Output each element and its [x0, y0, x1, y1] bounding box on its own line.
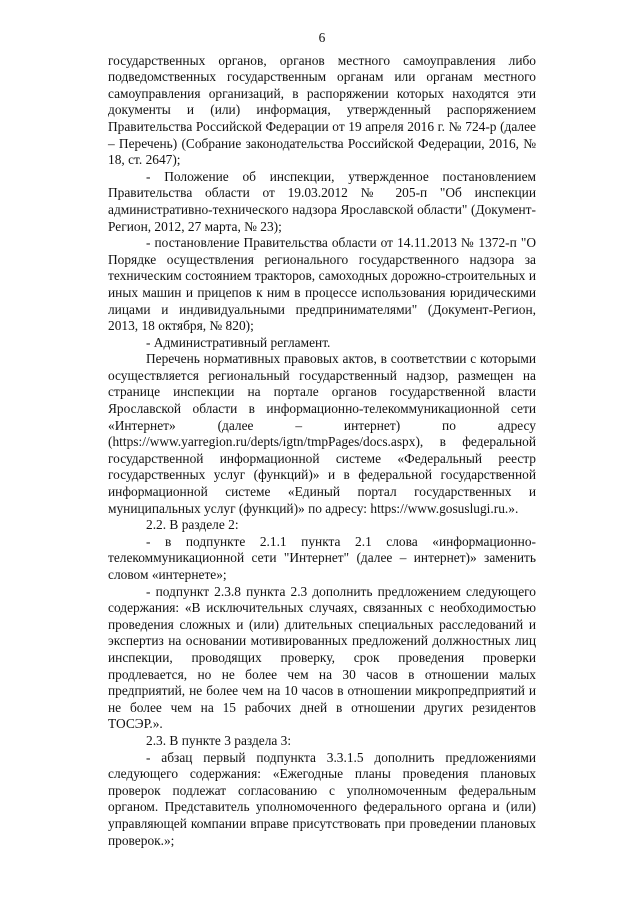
- paragraph-7: - в подпункте 2.1.1 пункта 2.1 слова «информационно-телекоммуникационной сети "Интернет" (далее – интернет)» заменить словом «интернете»;: [108, 533, 536, 582]
- paragraph-10: - абзац первый подпункта 3.3.1.5 дополнить предложениями следующего содержания: «Ежегодные планы проведения плановых проверок подлежат согласованию с уполномоченным федеральным органом. Представитель уполномоченного федерального органа и (или) управляющей компании вправе присутствовать при проведении плановых проверок.»;: [108, 749, 536, 848]
- paragraph-4: - Административный регламент.: [146, 334, 331, 350]
- paragraph-5: Перечень нормативных правовых актов, в соответствии с которыми осуществляется региональный государственный надзор, размещен на странице инспекции на портале органов государственной власти Ярославской области в информационно-телекоммуникационной сети «Интернет» (далее – интернет) по адресу (https://www.yarregion.ru/depts/igtn/tmpPages/docs.aspx), в федеральной государственной информационной системе «Федеральный реестр государственных услуг (функций)» и в федеральной государственной информационной системе «Единый портал государственных и муниципальных услуг (функций)» по адресу: https://www.gosuslugi.ru.».: [108, 351, 536, 516]
- paragraph-3: - постановление Правительства области от 14.11.2013 № 1372-п "О Порядке осуществления регионального государственного надзора за техническим состоянием тракторов, самоходных дорожно-строительных и иных машин и прицепов к ним в процессе использования юридическими лицами и индивидуальными предпринимателями" (Документ-Регион, 2013, 18 октября, № 820);: [108, 235, 536, 334]
- paragraph-1: государственных органов, органов местного самоуправления либо подведомственных государственным органам или органам местного самоуправления организаций, в распоряжении которых находятся эти документы и (или) информация, утвержденный распоряжением Правительства Российской Федерации от 19 апреля 2016 г. № 724-р (далее – Перечень) (Собрание законодательства Российской Федерации, 2016, № 18, ст. 2647);: [108, 52, 536, 168]
- document-page: [108, 30, 536, 849]
- paragraph-6: 2.2. В разделе 2:: [146, 517, 239, 533]
- paragraph-8: - подпункт 2.3.8 пункта 2.3 дополнить предложением следующего содержания: «В исключительных случаях, связанных с необходимостью проведения сложных и (или) длительных специальных расследований и экспертиз на основании мотивированных предложений должностных лиц инспекции, проводящих проверку, срок проведения проверки продлевается, но не более чем на 30 часов в отношении малых предприятий, не более чем на 10 часов в отношении микропредприятий и не более чем на 15 рабочих дней в отношении других резидентов ТОСЭР.».: [108, 583, 536, 732]
- paragraph-2: - Положение об инспекции, утвержденное постановлением Правительства области от 19.03.2012 № 205-п "Об инспекции административно-технического надзора Ярославской области" (Документ-Регион, 2012, 27 марта, № 23);: [108, 168, 536, 234]
- paragraph-9: 2.3. В пункте 3 раздела 3:: [146, 732, 292, 748]
- page-number: 6: [318, 30, 326, 45]
